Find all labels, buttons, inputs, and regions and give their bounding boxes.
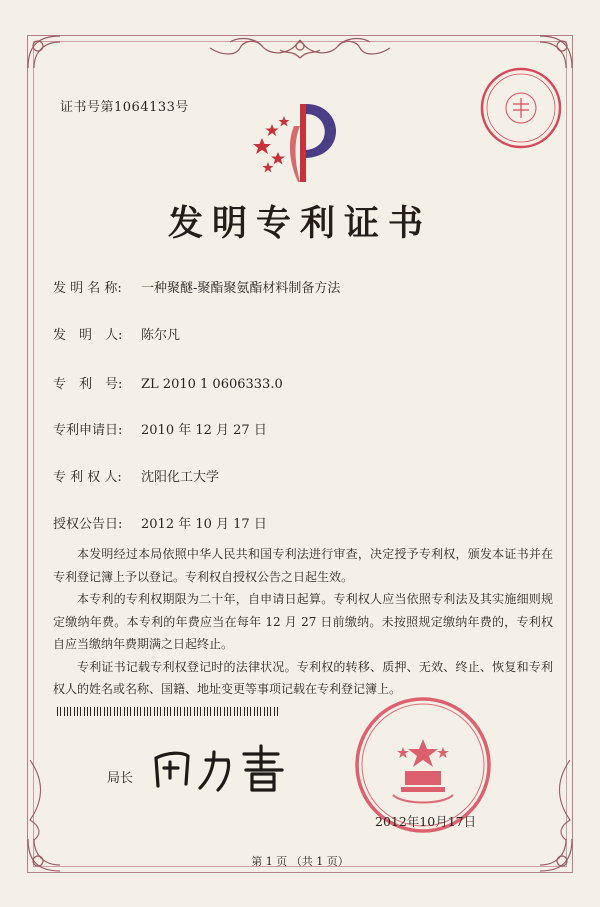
field-patent-number [53,373,283,392]
tax-seal-icon [479,66,563,150]
field-grant-date [53,513,267,532]
certificate-body [53,543,553,701]
field-value: 沈阳化工大学 [141,470,220,485]
field-label: 专 利 权 人: [53,470,122,485]
field-value: 2012 年 10 月 17 日 [141,517,267,532]
side-ornament-icon [546,760,576,840]
issue-date: 2012年10月17日 [375,814,477,829]
top-ornament-icon [200,34,400,64]
field-label: 发 明 名 称: [53,281,122,296]
field-label: 专 利 号: [53,377,123,392]
field-patentee [53,466,219,485]
director-label: 局长 [107,771,134,786]
body-paragraph: 专利证书记载专利权登记时的法律状况。专利权的转移、质押、无效、终止、恢复和专利权人的姓名或名称、国籍、地址变更等事项记载在专利登记簿上。 [53,659,553,696]
field-application-date [53,419,267,438]
field-label: 专利申请日: [53,423,123,438]
field-label: 发 明 人: [53,328,123,343]
patent-office-logo-icon [248,96,352,188]
field-value: 陈尔凡 [141,328,181,343]
certificate-title: 发明专利证书 [167,203,432,244]
field-value: 一种聚醚-聚酯聚氨酯材料制备方法 [141,281,341,296]
page-footer: 第 1 页 （共 1 页） [251,855,349,868]
field-value: 2010 年 12 月 27 日 [141,423,267,438]
side-ornament-icon [24,760,54,840]
field-label: 授权公告日: [53,517,123,532]
body-paragraph: 本发明经过本局依照中华人民共和国专利法进行审查，决定授予专利权，颁发本证书并在专利登记簿上予以登记。专利权自授权公告之日起生效。 [53,547,553,584]
certificate-number: 证书号第1064133号 [60,100,189,115]
body-paragraph: 本专利的专利权期限为二十年，自申请日起算。专利权人应当依照专利法及其实施细则规定缴纳年费。本专利的年费应当在每年 12 月 27 日前缴纳。未按照规定缴纳年费的，专利权自应当缴纳年费期满之日起终止。 [53,592,553,651]
corner-ornament-icon [24,32,64,72]
field-invention-name [53,277,340,296]
barcode-icon [57,707,279,716]
field-value: ZL 2010 1 0606333.0 [141,377,283,392]
director-signature-icon [148,738,298,798]
field-inventor [53,324,180,343]
